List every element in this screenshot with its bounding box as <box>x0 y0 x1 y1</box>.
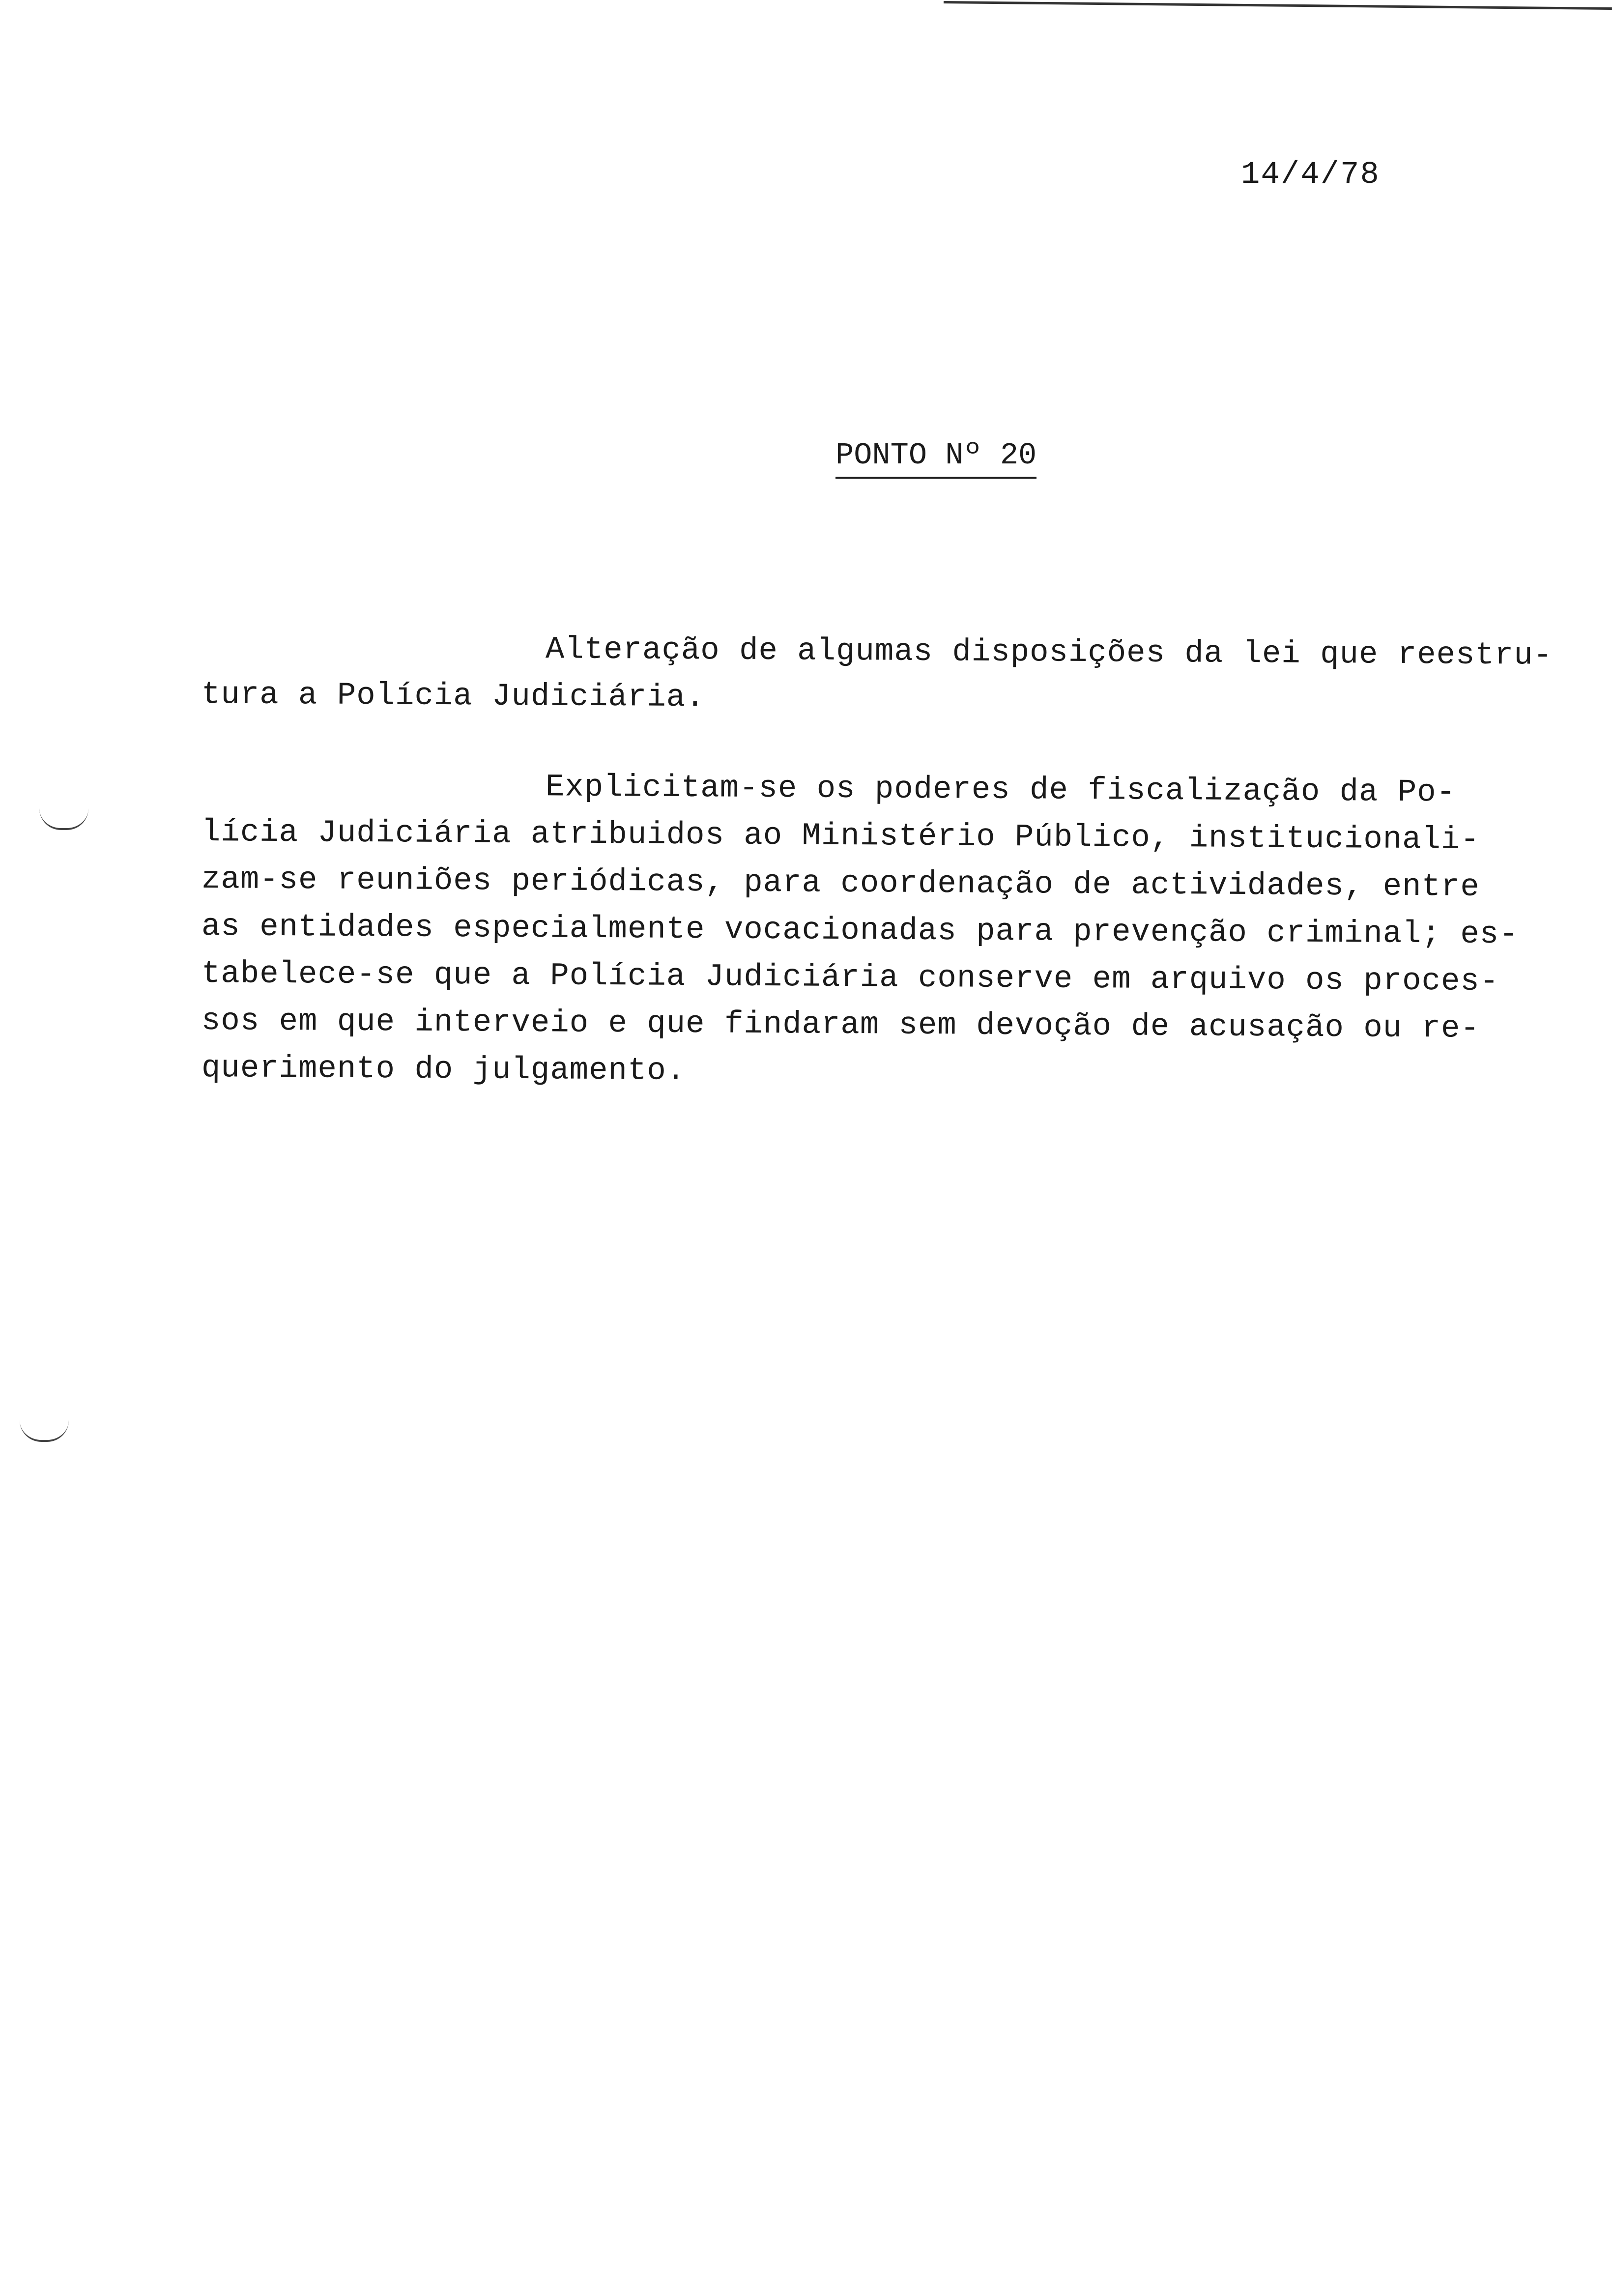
paragraph-summary <box>202 624 1612 718</box>
top-edge-line <box>944 1 1612 10</box>
paragraph-line: sos em que interveio e que findaram sem devoção de acusação ou re- <box>201 1004 1480 1047</box>
paragraph-line: zam-se reuniões periódicas, para coordenação de actividades, entre <box>201 862 1480 905</box>
paragraph-line: tabelece-se que a Polícia Judiciária conserve em arquivo os proces- <box>201 956 1499 1000</box>
paragraph-details <box>202 762 1612 1092</box>
binder-hole-mark <box>20 1420 69 1442</box>
paragraph-line: querimento do julgamento. <box>201 1051 686 1090</box>
paragraph-line: lícia Judiciária atribuidos ao Ministério Público, institucionali- <box>201 815 1480 858</box>
document-heading: PONTO Nº 20 <box>835 437 1036 479</box>
paragraph-line: Explicitam-se os poderes de fiscalização da Po- <box>545 770 1456 811</box>
paragraph-line: as entidades especialmente vocacionadas para prevenção criminal; es- <box>201 909 1519 953</box>
paragraph-line: Alteração de algumas disposições da lei que reestru- <box>545 632 1553 674</box>
paragraph-line: tura a Polícia Judiciária. <box>201 677 705 716</box>
document-date: 14/4/78 <box>1241 157 1380 193</box>
binder-hole-mark <box>39 808 88 830</box>
